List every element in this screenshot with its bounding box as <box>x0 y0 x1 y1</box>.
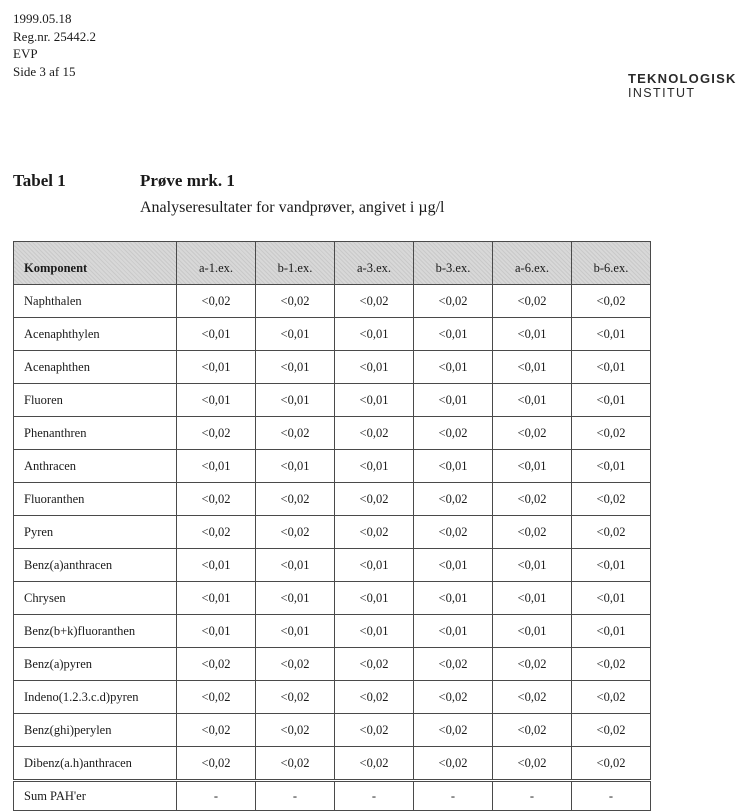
table-row <box>14 747 651 781</box>
column-header: a-1.ex. <box>177 242 256 285</box>
value-cell: <0,02 <box>177 483 256 516</box>
value-cell: <0,01 <box>256 351 335 384</box>
table-row <box>14 318 651 351</box>
value-cell: <0,01 <box>572 615 651 648</box>
value-cell: <0,02 <box>414 747 493 781</box>
value-cell: <0,01 <box>493 582 572 615</box>
table-row <box>14 714 651 747</box>
table-label: Tabel 1 <box>13 171 66 190</box>
value-cell: <0,02 <box>493 747 572 781</box>
value-cell: <0,01 <box>177 351 256 384</box>
component-name-cell: Benz(a)pyren <box>14 648 177 681</box>
value-cell: - <box>572 781 651 811</box>
document-header-meta <box>13 10 96 80</box>
value-cell: - <box>256 781 335 811</box>
value-cell: <0,01 <box>493 351 572 384</box>
component-name-cell: Fluoranthen <box>14 483 177 516</box>
column-header: a-6.ex. <box>493 242 572 285</box>
value-cell: <0,02 <box>335 681 414 714</box>
value-cell: <0,02 <box>572 483 651 516</box>
value-cell: <0,01 <box>414 582 493 615</box>
value-cell: <0,02 <box>177 648 256 681</box>
value-cell: - <box>414 781 493 811</box>
value-cell: <0,01 <box>177 615 256 648</box>
value-cell: <0,02 <box>414 516 493 549</box>
value-cell: <0,02 <box>414 681 493 714</box>
component-name-cell: Naphthalen <box>14 285 177 318</box>
table-row <box>14 285 651 318</box>
value-cell: <0,01 <box>572 384 651 417</box>
document-date: 1999.05.18 <box>13 11 72 26</box>
value-cell: <0,02 <box>414 714 493 747</box>
value-cell: <0,02 <box>572 516 651 549</box>
value-cell: <0,01 <box>572 582 651 615</box>
table-body <box>14 285 651 811</box>
value-cell: <0,02 <box>177 417 256 450</box>
value-cell: <0,02 <box>335 747 414 781</box>
table-row <box>14 483 651 516</box>
value-cell: <0,01 <box>414 549 493 582</box>
value-cell: <0,01 <box>493 318 572 351</box>
value-cell: <0,01 <box>572 351 651 384</box>
value-cell: <0,01 <box>572 318 651 351</box>
component-name-cell: Acenaphthylen <box>14 318 177 351</box>
value-cell: - <box>335 781 414 811</box>
table-row <box>14 681 651 714</box>
value-cell: <0,01 <box>177 384 256 417</box>
table-row <box>14 450 651 483</box>
component-name-cell: Indeno(1.2.3.c.d)pyren <box>14 681 177 714</box>
value-cell: <0,01 <box>256 318 335 351</box>
table-subtitle: Analyseresultater for vandprøver, angivet i µg/l <box>140 199 445 216</box>
value-cell: <0,01 <box>256 384 335 417</box>
value-cell: <0,01 <box>493 615 572 648</box>
column-header: b-6.ex. <box>572 242 651 285</box>
registration-number: Reg.nr. 25442.2 <box>13 28 97 44</box>
table-row <box>14 648 651 681</box>
value-cell: <0,01 <box>572 450 651 483</box>
value-cell: <0,01 <box>414 384 493 417</box>
value-cell: <0,01 <box>335 384 414 417</box>
value-cell: <0,02 <box>177 516 256 549</box>
component-name-cell: Benz(ghi)perylen <box>14 714 177 747</box>
component-name-cell: Benz(a)anthracen <box>14 549 177 582</box>
value-cell: <0,01 <box>177 582 256 615</box>
table-row <box>14 417 651 450</box>
value-cell: <0,01 <box>335 351 414 384</box>
value-cell: - <box>493 781 572 811</box>
value-cell: <0,02 <box>335 516 414 549</box>
logo-line-2: INSTITUT <box>628 86 696 100</box>
value-cell: <0,01 <box>414 351 493 384</box>
value-cell: <0,02 <box>493 516 572 549</box>
column-header: b-1.ex. <box>256 242 335 285</box>
table-row <box>14 615 651 648</box>
value-cell: <0,02 <box>256 714 335 747</box>
value-cell: <0,01 <box>414 615 493 648</box>
table-row <box>14 351 651 384</box>
value-cell: <0,02 <box>256 747 335 781</box>
component-name-cell: Pyren <box>14 516 177 549</box>
value-cell: <0,02 <box>572 747 651 781</box>
value-cell: <0,02 <box>335 285 414 318</box>
page-number: Side 3 af 15 <box>13 63 76 79</box>
table-row <box>14 516 651 549</box>
table-row <box>14 384 651 417</box>
value-cell: <0,01 <box>335 549 414 582</box>
value-cell: <0,02 <box>177 714 256 747</box>
value-cell: <0,01 <box>256 549 335 582</box>
value-cell: <0,01 <box>256 582 335 615</box>
value-cell: <0,02 <box>493 648 572 681</box>
value-cell: <0,02 <box>572 285 651 318</box>
value-cell: <0,02 <box>177 285 256 318</box>
value-cell: <0,02 <box>177 747 256 781</box>
value-cell: <0,02 <box>256 285 335 318</box>
logo-line-1: TEKNOLOGISK <box>628 71 737 86</box>
table-header-row <box>14 242 651 285</box>
value-cell: <0,02 <box>256 483 335 516</box>
value-cell: <0,02 <box>493 285 572 318</box>
value-cell: <0,02 <box>572 417 651 450</box>
sample-mark-title: Prøve mrk. 1 <box>140 171 235 190</box>
value-cell: <0,01 <box>177 450 256 483</box>
value-cell: - <box>177 781 256 811</box>
component-name-cell: Benz(b+k)fluoranthen <box>14 615 177 648</box>
author-initials: EVP <box>13 46 38 61</box>
value-cell: <0,01 <box>493 384 572 417</box>
component-name-cell: Anthracen <box>14 450 177 483</box>
column-header: b-3.ex. <box>414 242 493 285</box>
value-cell: <0,02 <box>335 417 414 450</box>
value-cell: <0,02 <box>177 681 256 714</box>
value-cell: <0,01 <box>572 549 651 582</box>
value-cell: <0,01 <box>335 582 414 615</box>
value-cell: <0,02 <box>493 714 572 747</box>
value-cell: <0,02 <box>572 714 651 747</box>
value-cell: <0,01 <box>256 615 335 648</box>
value-cell: <0,02 <box>256 516 335 549</box>
value-cell: <0,01 <box>414 318 493 351</box>
component-name-cell: Chrysen <box>14 582 177 615</box>
value-cell: <0,02 <box>335 648 414 681</box>
value-cell: <0,02 <box>414 285 493 318</box>
column-header-component: Komponent <box>14 242 177 285</box>
value-cell: <0,01 <box>335 450 414 483</box>
value-cell: <0,01 <box>414 450 493 483</box>
component-name-cell: Dibenz(a.h)anthracen <box>14 747 177 781</box>
component-name-cell: Phenanthren <box>14 417 177 450</box>
value-cell: <0,02 <box>256 417 335 450</box>
value-cell: <0,01 <box>493 450 572 483</box>
component-name-cell: Sum PAH'er <box>14 781 177 811</box>
value-cell: <0,02 <box>493 417 572 450</box>
table-row <box>14 549 651 582</box>
value-cell: <0,02 <box>335 483 414 516</box>
value-cell: <0,01 <box>177 318 256 351</box>
value-cell: <0,02 <box>256 648 335 681</box>
component-name-cell: Acenaphthen <box>14 351 177 384</box>
value-cell: <0,01 <box>335 615 414 648</box>
value-cell: <0,02 <box>572 648 651 681</box>
value-cell: <0,02 <box>335 714 414 747</box>
value-cell: <0,02 <box>414 417 493 450</box>
value-cell: <0,02 <box>572 681 651 714</box>
value-cell: <0,02 <box>493 483 572 516</box>
value-cell: <0,01 <box>493 549 572 582</box>
value-cell: <0,01 <box>256 450 335 483</box>
component-name-cell: Fluoren <box>14 384 177 417</box>
value-cell: <0,01 <box>335 318 414 351</box>
value-cell: <0,02 <box>414 648 493 681</box>
institute-logo <box>628 71 737 101</box>
value-cell: <0,02 <box>256 681 335 714</box>
column-header: a-3.ex. <box>335 242 414 285</box>
value-cell: <0,02 <box>493 681 572 714</box>
table-row <box>14 582 651 615</box>
results-table <box>13 241 651 811</box>
value-cell: <0,01 <box>177 549 256 582</box>
value-cell: <0,02 <box>414 483 493 516</box>
table-row <box>14 781 651 811</box>
